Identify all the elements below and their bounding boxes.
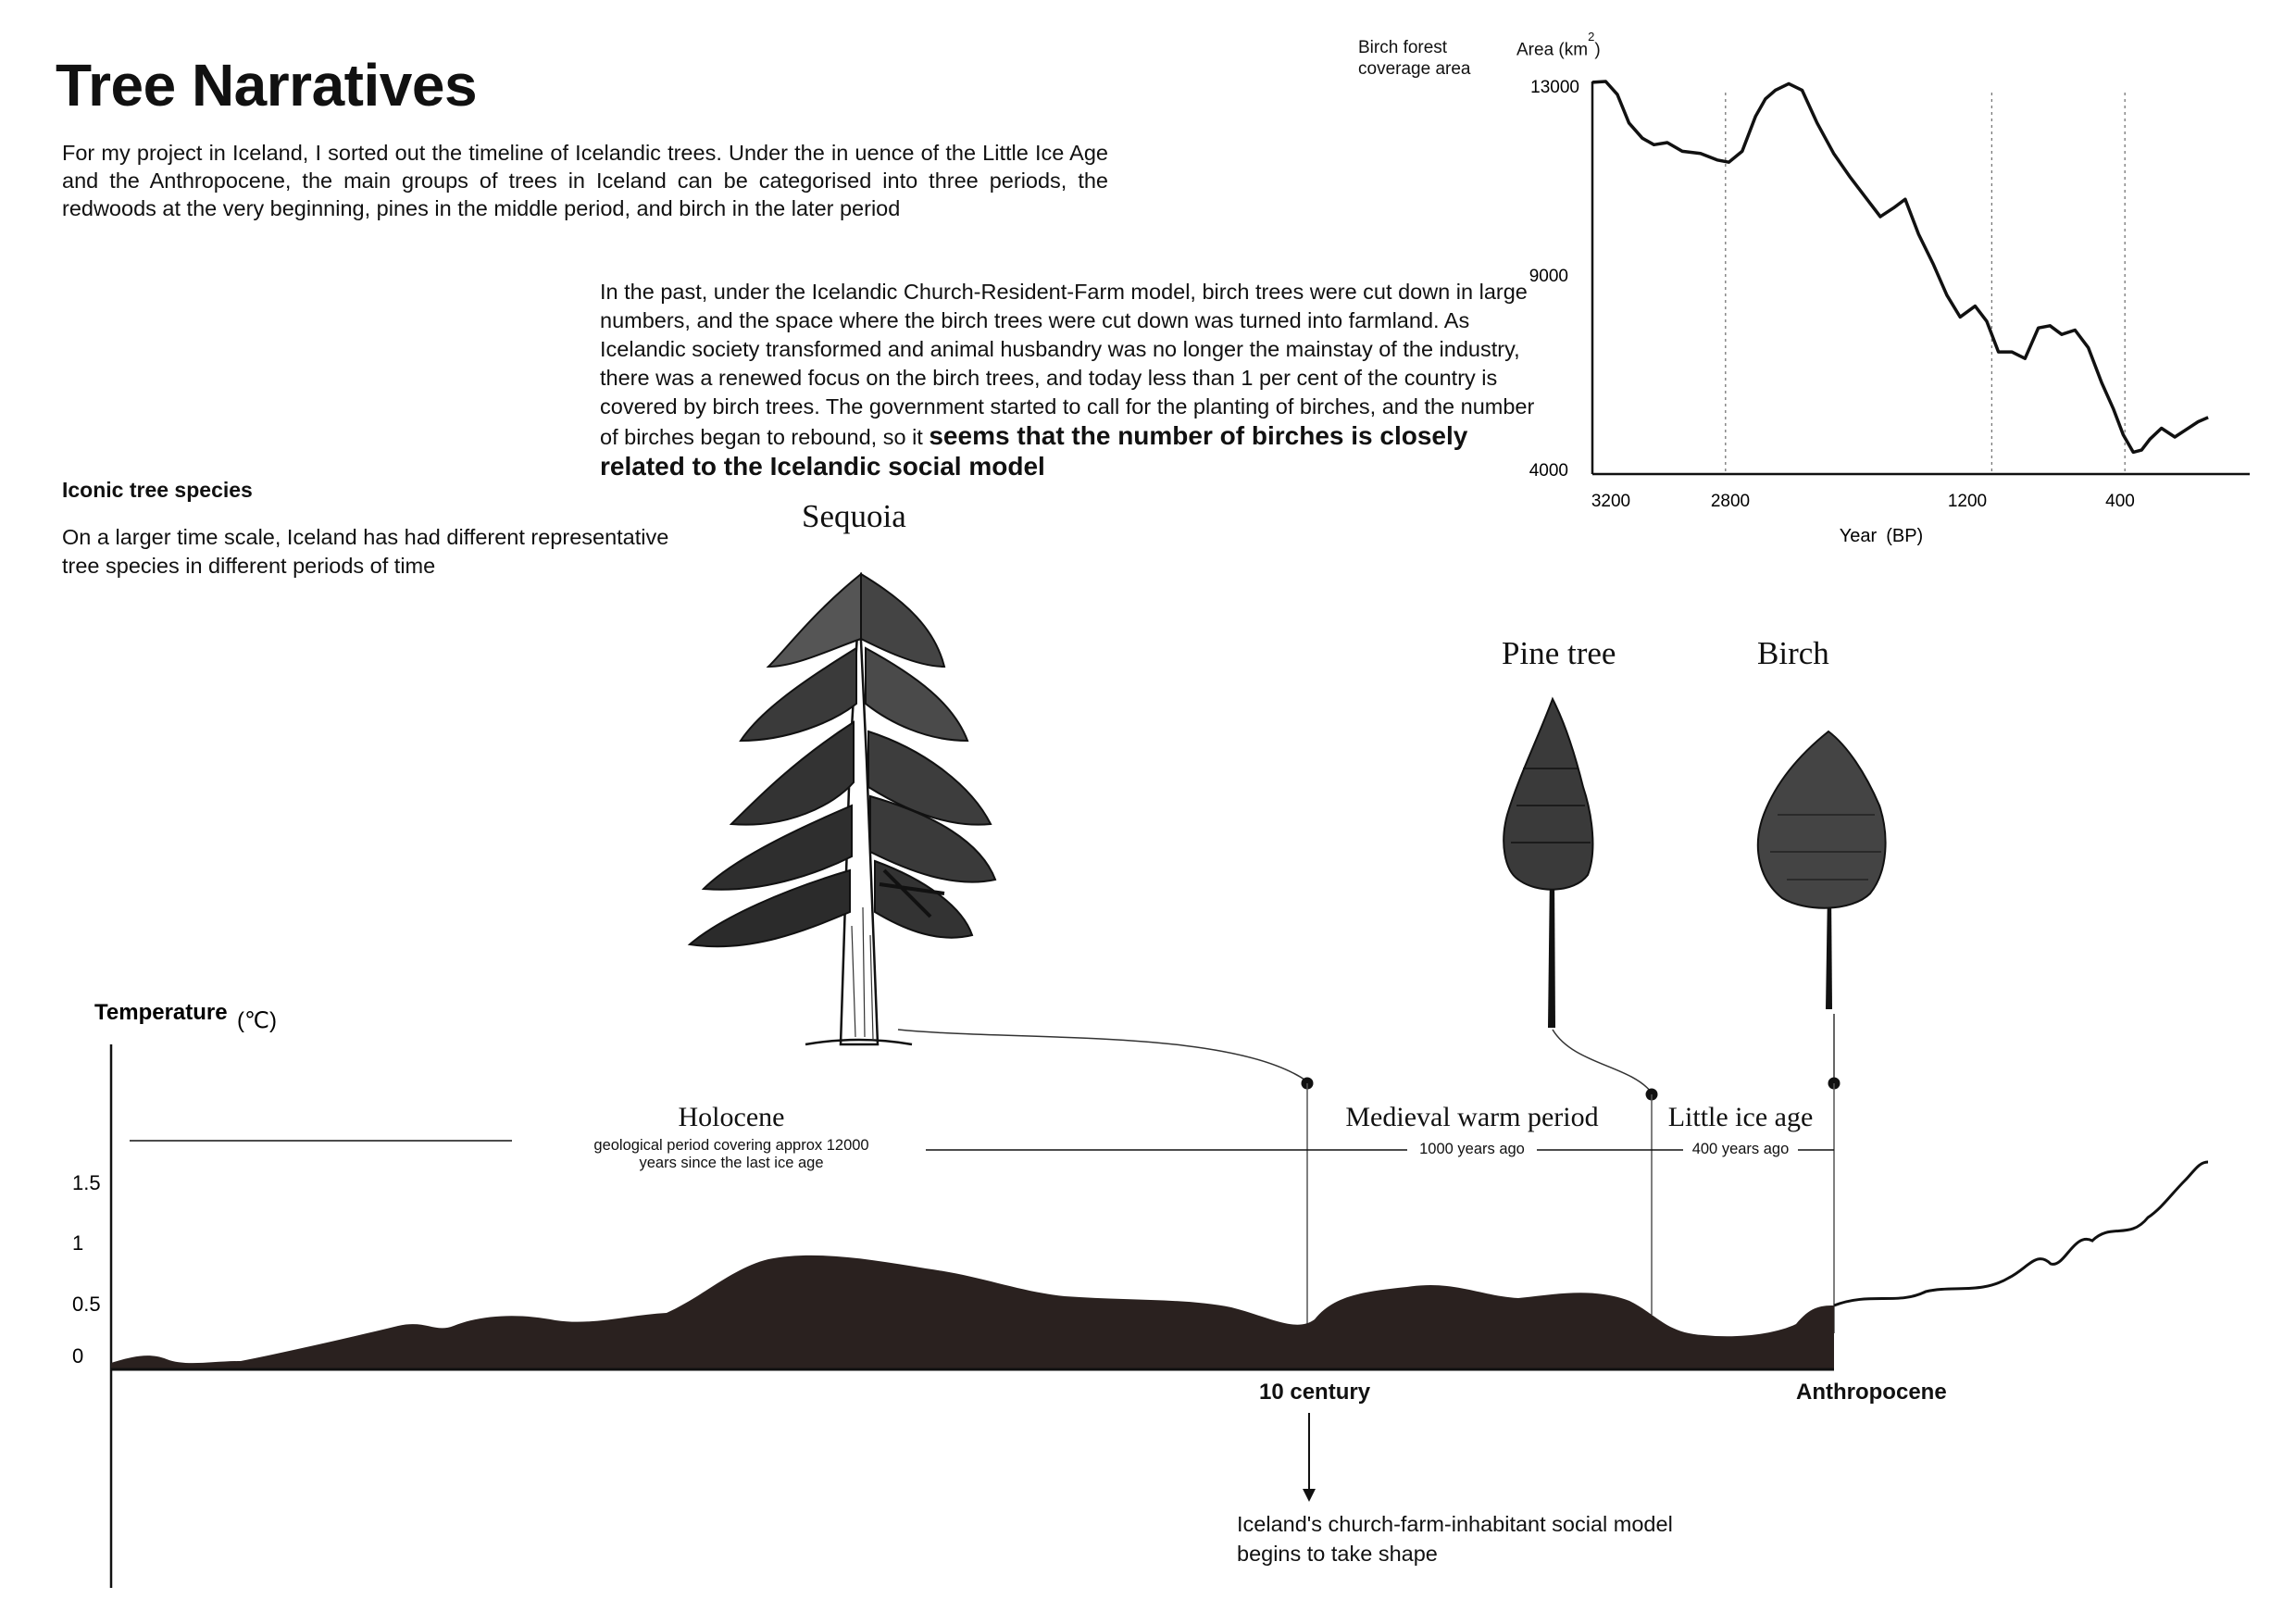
- temp-tick-0.5: 0.5: [72, 1293, 101, 1316]
- birch-paragraph-text: In the past, under the Icelandic Church-Resident-Farm model, birch trees were cut down in large numbers, and the space where the birch trees were cut down was turned into farmland. As Icelandic society transformed and animal husbandry was no longer the mainstay of the industry, there was a renewed focus on the birch trees, and today less than 1 per cent of the country is covered by birch trees. The government started to call for the planting of birches, and the number of birches began to rebound, so it: [600, 280, 1535, 449]
- temperature-modern-line: [1834, 1162, 2208, 1305]
- birch-label: Birch: [1757, 635, 1829, 671]
- birch-y-tick-9000: 9000: [1529, 267, 1568, 286]
- social-model-note: Iceland's church-farm-inhabitant social model begins to take shape: [1237, 1512, 1673, 1566]
- birch-y-tick-13000: 13000: [1530, 78, 1579, 97]
- birch-x-tick-2800: 2800: [1710, 492, 1751, 511]
- sequoia-tree-illustration: [690, 574, 995, 1044]
- area-label-text: Area (km: [1516, 40, 1589, 60]
- century-label: 10 century: [1259, 1380, 1371, 1405]
- area-close: ): [1594, 40, 1601, 60]
- chart-legend-label: Birch forest coverage area: [1358, 38, 1471, 79]
- century-arrow-head: [1303, 1489, 1316, 1502]
- temp-tick-0: 0: [72, 1344, 84, 1368]
- birch-gridlines: [1726, 93, 2125, 474]
- medieval-description: 1000 years ago: [1407, 1141, 1537, 1158]
- temp-tick-1: 1: [72, 1231, 84, 1255]
- birch-tree-illustration: [1758, 731, 1886, 1009]
- birch-chart: [1529, 78, 2250, 546]
- birch-emphasis: seems that the number of birches is closely related to the Icelandic social model: [600, 421, 1468, 481]
- pine-label: Pine tree: [1502, 635, 1616, 671]
- intro-paragraph: For my project in Iceland, I sorted out the timeline of Icelandic trees. Under the in uence of the Little Ice Age and the Anthropocene, the main groups of trees in Iceland can be categorised into three periods, the redwoods at the very beginning, pines in the middle period, and birch in the later period: [62, 141, 1108, 220]
- page-title: Tree Narratives: [56, 52, 478, 119]
- birch-x-tick-3200: 3200: [1591, 492, 1631, 511]
- temperature-unit: (℃): [237, 1008, 277, 1033]
- pine-tree-illustration: [1504, 699, 1592, 1028]
- sequoia-label: Sequoia: [802, 498, 906, 534]
- temperature-label: Temperature: [94, 1000, 228, 1025]
- birch-x-label: Year (BP): [1839, 526, 1924, 546]
- birch-coverage-line: [1592, 81, 2208, 452]
- birch-x-tick-1200: 1200: [1947, 492, 1988, 511]
- birch-x-tick-400: 400: [2105, 492, 2135, 511]
- temperature-silhouette: [111, 1255, 1834, 1368]
- iconic-description: On a larger time scale, Iceland has had different representative tree species in different periods of time: [62, 525, 669, 578]
- pine-connector: [1553, 1030, 1652, 1093]
- temp-tick-1.5: 1.5: [72, 1171, 101, 1194]
- anthropocene-label: Anthropocene: [1796, 1380, 1947, 1405]
- birch-y-tick-4000: 4000: [1529, 461, 1568, 481]
- iconic-heading: Iconic tree species: [62, 478, 253, 502]
- sequoia-connector: [898, 1030, 1307, 1081]
- little-ice-description: 400 years ago: [1683, 1141, 1798, 1158]
- holocene-description: geological period covering approx 12000 years since the last ice age: [593, 1137, 869, 1171]
- holocene-label: Holocene: [678, 1102, 785, 1132]
- area-sup: 2: [1588, 30, 1595, 44]
- medieval-label: Medieval warm period: [1345, 1102, 1599, 1132]
- little-ice-label: Little ice age: [1667, 1102, 1814, 1132]
